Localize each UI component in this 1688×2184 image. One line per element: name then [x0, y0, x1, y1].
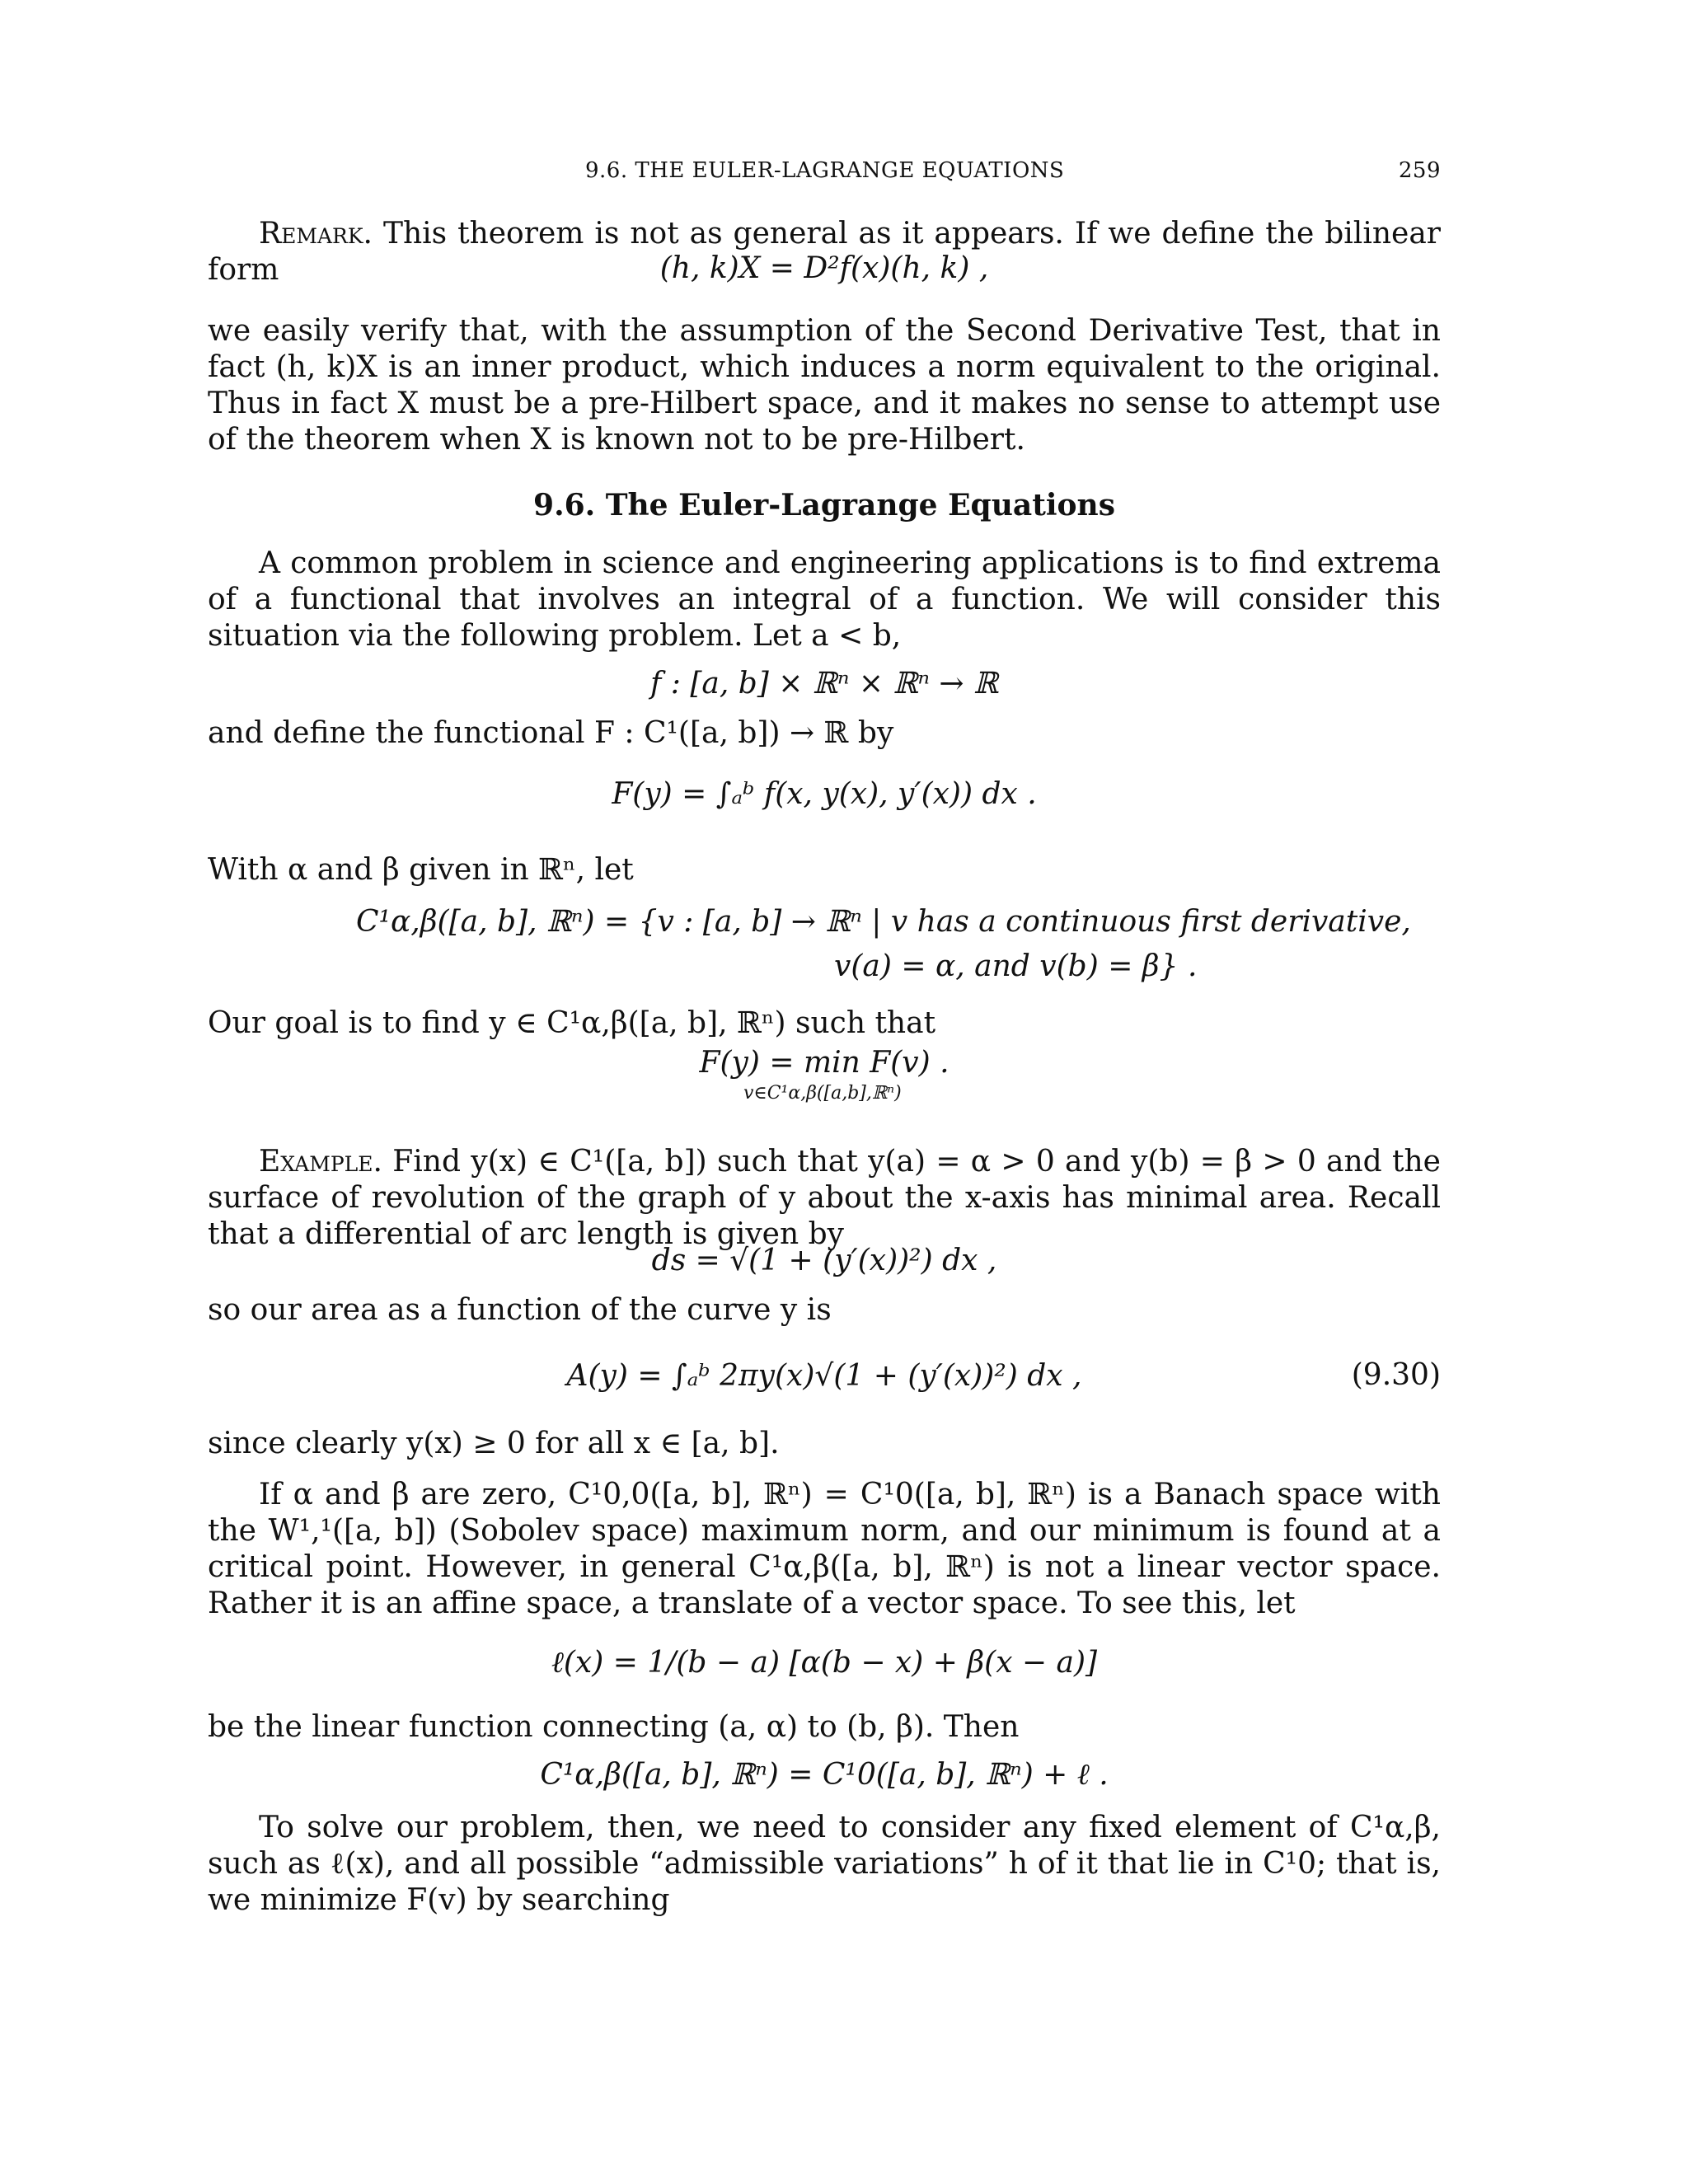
equation-7: ℓ(x) = 1/(b − a) [α(b − x) + β(x − a)]	[551, 1646, 1098, 1680]
remark-label: Remark.	[259, 217, 373, 251]
equation-6: A(y) = ∫ₐᵇ 2πy(x)√(1 + (y′(x))²) dx ,	[566, 1359, 1082, 1393]
running-title: 9.6. THE EULER-LAGRANGE EQUATIONS	[585, 158, 1065, 183]
paragraph-9: be the linear function connecting (a, α) to (b, β). Then	[208, 1710, 1020, 1744]
remark-text-2: we easily verify that, with the assumption of the Second Derivative Test, that in fact (h, k)X is an inner product, which induces a norm equivalent to the original. Thus in fact X must be a pre-Hilbert space, and it makes no sense to attempt use of the theorem when X is known not to be pre-Hilbert.	[208, 314, 1441, 457]
running-header	[0, 158, 1688, 191]
equation-number: (9.30)	[1351, 1358, 1441, 1392]
paragraph-2: and define the functional F : C¹([a, b]) → ℝ by	[208, 716, 894, 750]
paragraph-1: A common problem in science and engineering applications is to find extrema of a functional that involves an integral of a function. We will consider this situation via the following problem. Let a < b,	[208, 546, 1441, 653]
equation-5: ds = √(1 + (y′(x))²) dx ,	[651, 1244, 997, 1277]
equation-4-subscript: v∈C¹α,β([a,b],ℝⁿ)	[743, 1083, 902, 1104]
equation-3-line-2: v(a) = α, and v(b) = β} .	[834, 949, 1198, 983]
equation-8: C¹α,β([a, b], ℝⁿ) = C¹0([a, b], ℝⁿ) + ℓ .	[540, 1758, 1109, 1792]
remark-equation: (h, k)X = D²f(x)(h, k) ,	[659, 251, 989, 285]
page-number: 259	[1398, 158, 1441, 183]
example-text: Find y(x) ∈ C¹([a, b]) such that y(a) = α > 0 and y(b) = β > 0 and the surface of revolution of the graph of y about the x-axis has minimal area. Recall that a differential of arc length is given by	[208, 1145, 1441, 1251]
remark-text-1: This theorem is not as general as it appears. If we define the bilinear form	[208, 217, 1441, 287]
equation-4: F(y) = min F(v) .	[699, 1046, 950, 1080]
example-paragraph	[208, 1144, 1441, 1253]
paragraph-10: To solve our problem, then, we need to consider any fixed element of C¹α,β, such as ℓ(x), and all possible “admissible variations” h of it that lie in C¹0; that is, we minimize F(v) by searching	[208, 1811, 1441, 1917]
equation-1: f : [a, b] × ℝⁿ × ℝⁿ → ℝ	[650, 667, 998, 701]
equation-2: F(y) = ∫ₐᵇ f(x, y(x), y′(x)) dx .	[612, 777, 1037, 811]
example-label: Example.	[259, 1145, 382, 1179]
equation-3-line-1: C¹α,β([a, b], ℝⁿ) = {v : [a, b] → ℝⁿ | v has a continuous first derivative,	[356, 905, 1411, 939]
section-heading: 9.6. The Euler-Lagrange Equations	[533, 488, 1115, 523]
paragraph-8: If α and β are zero, C¹0,0([a, b], ℝⁿ) = C¹0([a, b], ℝⁿ) is a Banach space with the W¹,¹([a, b]) (Sobolev space) maximum norm, and our minimum is found at a critical point. However, in general C¹α,β([a, b], ℝⁿ) is not a linear vector space. Rather it is an affine space, a translate of a vector space. To see this, let	[208, 1478, 1441, 1620]
paragraph-3: With α and β given in ℝⁿ, let	[208, 853, 634, 887]
paragraph-6: so our area as a function of the curve y is	[208, 1293, 832, 1327]
paragraph-7: since clearly y(x) ≥ 0 for all x ∈ [a, b].	[208, 1427, 780, 1460]
paragraph-4: Our goal is to find y ∈ C¹α,β([a, b], ℝⁿ) such that	[208, 1006, 936, 1040]
